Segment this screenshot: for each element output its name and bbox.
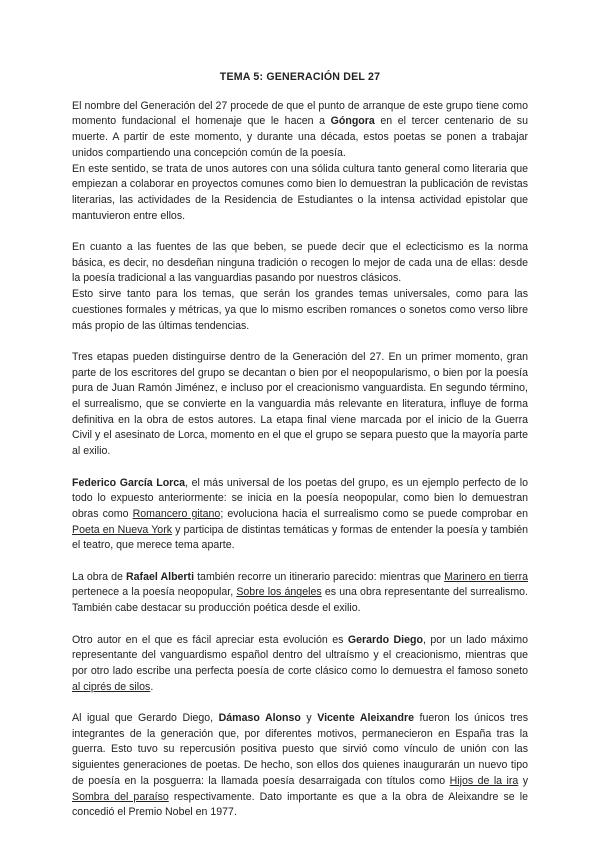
paragraph-sources: En cuanto a las fuentes de las que beben, se puede decir que el eclecticismo es la norma básica, es decir, no desdeñan ninguna tradición o recogen lo mejor de cada una de ellas: desde la poesía tradicional a las vanguardias pasando por nuestros clásicos.: [72, 241, 528, 285]
text-run: en el tercer centenario de su muerte. A partir de este momento, y durante una década, estos poetas se ponen a trabajar unidos compartiendo una concepción común de la poesía.: [72, 115, 528, 159]
work-title-sombra-del-paraiso: Sombra del paraíso: [72, 790, 169, 803]
paragraph-origin: [72, 99, 528, 162]
work-title-poeta-en-nueva-york: Poeta en Nueva York: [72, 523, 173, 536]
work-title-romancero-gitano: Romancero gitano: [132, 507, 221, 520]
text-run: ; evoluciona hacia el surrealismo como se puede comprobar en: [220, 507, 528, 520]
bold-author-lorca: Federico García Lorca: [72, 476, 186, 489]
paragraph-alberti: [72, 570, 528, 617]
text-run: Al igual que Gerardo Diego,: [72, 712, 219, 725]
paragraph-stages: Tres etapas pueden distinguirse dentro de la Generación del 27. En un primer momento, gran parte de los escritores del grupo se decantan o bien por el neopopularismo, o bien por la poesía pura de Juan Ramón Jiménez, e incluso por el creacionismo vanguardista. En segundo término, el surrealismo, que se convierte en la vanguardia más relevante en literatura, influye de forma definitiva en la obra de estos autores. La etapa final viene marcada por el inicio de la Guerra Civil y el asesinato de Lorca, momento en el que el grupo se separa puesto que la mayoría parte al exilio.: [72, 350, 528, 458]
text-run: es una obra representante del surrealismo. También cabe destacar su producción poética desde el exilio.: [72, 586, 528, 615]
text-run: y: [518, 774, 529, 787]
work-title-hijos-de-la-ira: Hijos de la ira: [449, 774, 519, 787]
paragraph-themes: Esto sirve tanto para los temas, que serán los grandes temas universales, como para las cuestiones formales y métricas, ya que lo mismo escriben romances o sonetos como verso libre más propio de las últimas tendencias.: [72, 288, 528, 332]
paragraph-culture: En este sentido, se trata de unos autores con una sólida cultura tanto general como literaria que empiezan a colaborar en proyectos comunes como bien lo demuestran la publicación de revistas literarias, las actividades de la Residencia de Estudiantes o la intensa actividad epistolar que mantuvieron entre ellos.: [72, 162, 528, 222]
text-run: también recorre un itinerario parecido: mientras que: [194, 570, 445, 583]
bold-author-aleixandre: Vicente Aleixandre: [317, 712, 415, 725]
text-run: El nombre del Generación del 27 procede de que el punto de arranque de este grupo tiene como momento fundacional el homenaje que le hacen a: [72, 99, 528, 128]
paragraph-lorca: [72, 476, 528, 555]
work-title-sobre-los-angeles: Sobre los ángeles: [236, 586, 322, 599]
text-run: respectivamente. Dato importante es que a la obra de Aleixandre se le concedió el Premio Nobel en 1977.: [72, 790, 529, 819]
text-run: y participa de distintas temáticas y formas de entender la poesía y también el teatro, que merece tema aparte.: [72, 523, 528, 552]
text-run: , por un lado máximo representante del vanguardismo español dentro del ultraísmo y el creacionismo, mientras que por otro lado escribe una perfecta poesía de corte clásico como lo demuestra el famoso soneto: [72, 633, 528, 677]
text-run: La obra de: [72, 570, 126, 583]
text-run: pertenece a la poesía neopopular,: [72, 586, 237, 599]
bold-author-alonso: Dámaso Alonso: [218, 712, 301, 725]
text-run: , el más universal de los poetas del grupo, es un ejemplo perfecto de lo todo lo expuesto anteriormente: se inicia en la poesía neopopular, como bien lo demuestran obras como: [72, 476, 528, 520]
bold-author-diego: Gerardo Diego: [347, 633, 423, 646]
text-run: .: [150, 680, 154, 693]
work-title-cipres-de-silos: al ciprés de silos: [72, 680, 151, 693]
document-title: TEMA 5: GENERACIÓN DEL 27: [219, 71, 381, 83]
paragraph-diego: [72, 633, 528, 696]
paragraph-alonso-aleixandre: [72, 711, 528, 821]
work-title-marinero-en-tierra: Marinero en tierra: [444, 570, 529, 583]
bold-author-gongora: Góngora: [330, 115, 375, 128]
bold-author-alberti: Rafael Alberti: [126, 570, 195, 583]
text-run: fueron los únicos tres integrantes de la generación que, por diferentes motivos, permanecieron en España tras la guerra. Esto tuvo su repercusión positiva puesto que sirvió como vínculo de unión con las siguientes generaciones de poetas. De hecho, son ellos dos quienes inaugurarán un nuevo tipo de poesía en la posguerra: la llamada poesía desarraigada con títulos como: [72, 712, 528, 787]
text-run: Otro autor en el que es fácil apreciar esta evolución es: [72, 633, 348, 646]
document-page: [72, 70, 528, 821]
text-run: y: [300, 712, 318, 725]
